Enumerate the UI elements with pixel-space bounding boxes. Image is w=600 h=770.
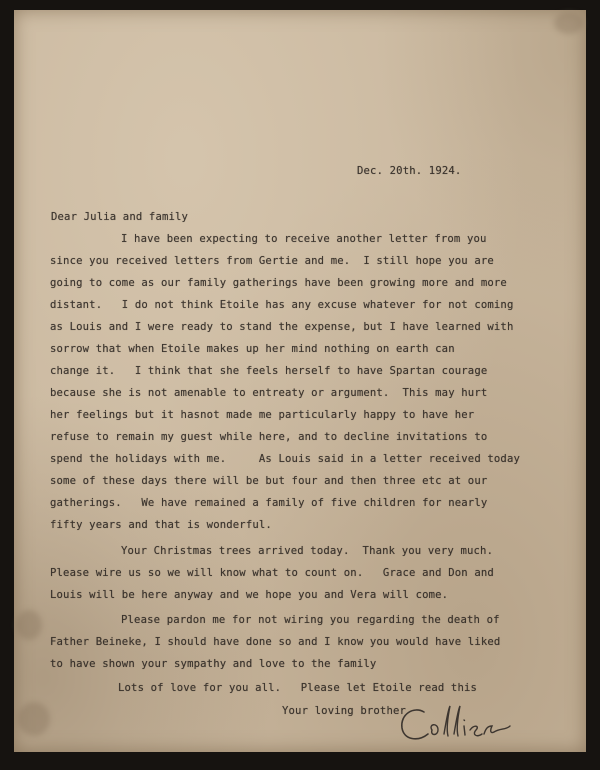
letter-line: Lots of love for you all. Please let Etoile read this	[118, 682, 478, 694]
paper-stain	[16, 610, 42, 640]
letter-line: Father Beineke, I should have done so and I know you would have liked	[50, 636, 501, 648]
letter-line: going to come as our family gatherings have been growing more and more	[50, 277, 507, 289]
letter-line: to have shown your sympathy and love to the family	[50, 658, 377, 670]
letter-closing: Your loving brother	[282, 705, 407, 717]
letter-line: as Louis and I were ready to stand the expense, but I have learned with	[50, 321, 514, 333]
letter-line: Your Christmas trees arrived today. Thank you very much.	[121, 545, 494, 557]
letter-date: Dec. 20th. 1924.	[357, 165, 462, 177]
letter-line: refuse to remain my guest while here, and to decline invitations to	[50, 431, 488, 443]
letter-line: I have been expecting to receive another letter from you	[121, 233, 487, 245]
letter-line: since you received letters from Gertie and me. I still hope you are	[50, 255, 494, 267]
letter-salutation: Dear Julia and family	[51, 211, 189, 223]
letter-line: fifty years and that is wonderful.	[50, 519, 272, 531]
letter-line: gatherings. We have remained a family of five children for nearly	[50, 497, 488, 509]
letter-line: sorrow that when Etoile makes up her mind nothing on earth can	[50, 343, 455, 355]
letter-line: Please pardon me for not wiring you regarding the death of	[121, 614, 500, 626]
letter-line: change it. I think that she feels herself to have Spartan courage	[50, 365, 488, 377]
signature-handwritten	[394, 700, 514, 750]
letter-line: her feelings but it hasnot made me particularly happy to have her	[50, 409, 475, 421]
letter-line: spend the holidays with me. As Louis said in a letter received today	[50, 453, 521, 465]
letter-line: because she is not amenable to entreaty or argument. This may hurt	[50, 387, 488, 399]
letter-line: some of these days there will be but four and then three etc at our	[50, 475, 488, 487]
letter-line: distant. I do not think Etoile has any excuse whatever for not coming	[50, 299, 514, 311]
letter-line: Louis will be here anyway and we hope you and Vera will come.	[50, 589, 449, 601]
letter-line: Please wire us so we will know what to count on. Grace and Don and	[50, 567, 494, 579]
paper-stain	[554, 12, 584, 34]
paper-stain	[18, 702, 50, 736]
